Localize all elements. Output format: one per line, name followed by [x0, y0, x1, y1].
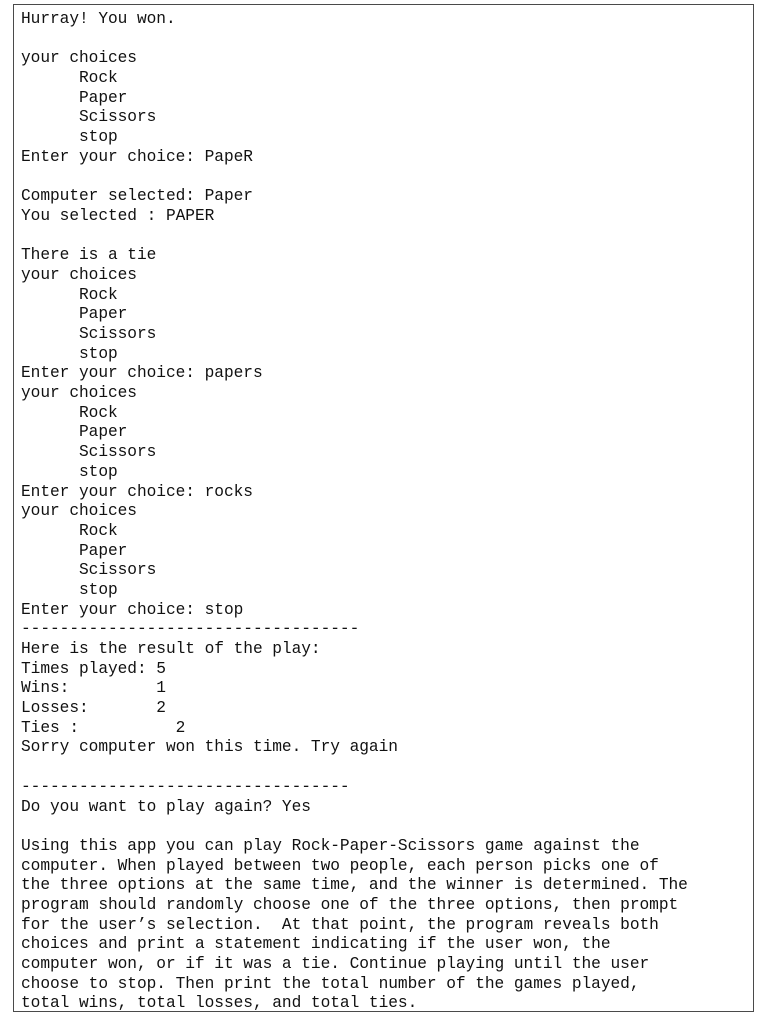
console-line: There is a tie — [21, 246, 157, 265]
choice-option-line: Paper — [21, 305, 128, 324]
choice-option-line: Paper — [21, 541, 128, 560]
console-line: Here is the result of the play: — [21, 640, 321, 658]
description-line: choices and print a statement indicating if the user won, the — [21, 935, 611, 954]
choice-option-line: Scissors — [21, 108, 157, 127]
choice-option-line: stop — [21, 580, 118, 599]
description-line: total wins, total losses, and total ties. — [21, 994, 418, 1012]
separator-line: ---------------------------------- — [21, 777, 350, 796]
description-line: the three options at the same time, and the winner is determined. The — [21, 876, 688, 895]
console-line: Do you want to play again? Yes — [21, 797, 311, 816]
console-line: Hurray! You won. — [21, 10, 176, 28]
blank-line — [21, 30, 753, 50]
choice-option-line: Rock — [21, 285, 118, 304]
choice-option-line: Paper — [21, 423, 128, 442]
choice-prompt-line: Enter your choice: stop — [21, 600, 244, 619]
blank-line — [21, 758, 753, 778]
stat-line: Times played: 5 — [21, 659, 166, 678]
choices-header-line: your choices — [21, 265, 137, 284]
choice-option-line: Scissors — [21, 325, 157, 343]
choice-prompt-line: Enter your choice: PapeR — [21, 147, 253, 166]
choices-header-line: your choices — [21, 49, 137, 68]
separator-line: ----------------------------------- — [21, 620, 360, 639]
choice-prompt-line: Enter your choice: papers — [21, 364, 263, 383]
stat-line: Wins: 1 — [21, 679, 166, 698]
choice-option-line: Scissors — [21, 561, 157, 580]
choice-option-line: stop — [21, 128, 118, 147]
choice-option-line: Rock — [21, 521, 118, 540]
stat-line: Losses: 2 — [21, 699, 166, 718]
blank-line — [21, 227, 753, 247]
choice-prompt-line: Enter your choice: rocks — [21, 482, 253, 501]
description-line: for the user’s selection. At that point, the program reveals both — [21, 915, 659, 934]
game-session-transcript — [21, 10, 753, 837]
choices-header-line: your choices — [21, 384, 137, 403]
description-line: choose to stop. Then print the total number of the games played, — [21, 974, 640, 993]
console-line: Sorry computer won this time. Try again — [21, 738, 398, 757]
description-line: computer. When played between two people, each person picks one of — [21, 856, 659, 875]
choice-option-line: Paper — [21, 88, 128, 107]
app-description-text — [21, 837, 753, 1012]
console-line: Computer selected: Paper — [21, 187, 253, 206]
blank-line — [21, 168, 753, 188]
blank-line — [21, 817, 753, 837]
choice-option-line: Rock — [21, 403, 118, 422]
console-line: You selected : PAPER — [21, 206, 215, 225]
choices-header-line: your choices — [21, 502, 137, 521]
description-line: computer won, or if it was a tie. Continue playing until the user — [21, 955, 650, 973]
choice-option-line: Rock — [21, 69, 118, 88]
choice-option-line: Scissors — [21, 443, 157, 462]
choice-option-line: stop — [21, 462, 118, 481]
stat-line: Ties : 2 — [21, 718, 186, 737]
description-line: program should randomly choose one of the three options, then prompt — [21, 895, 679, 914]
console-output-panel — [13, 4, 754, 1012]
description-line: Using this app you can play Rock-Paper-Scissors game against the — [21, 836, 640, 855]
choice-option-line: stop — [21, 344, 118, 363]
